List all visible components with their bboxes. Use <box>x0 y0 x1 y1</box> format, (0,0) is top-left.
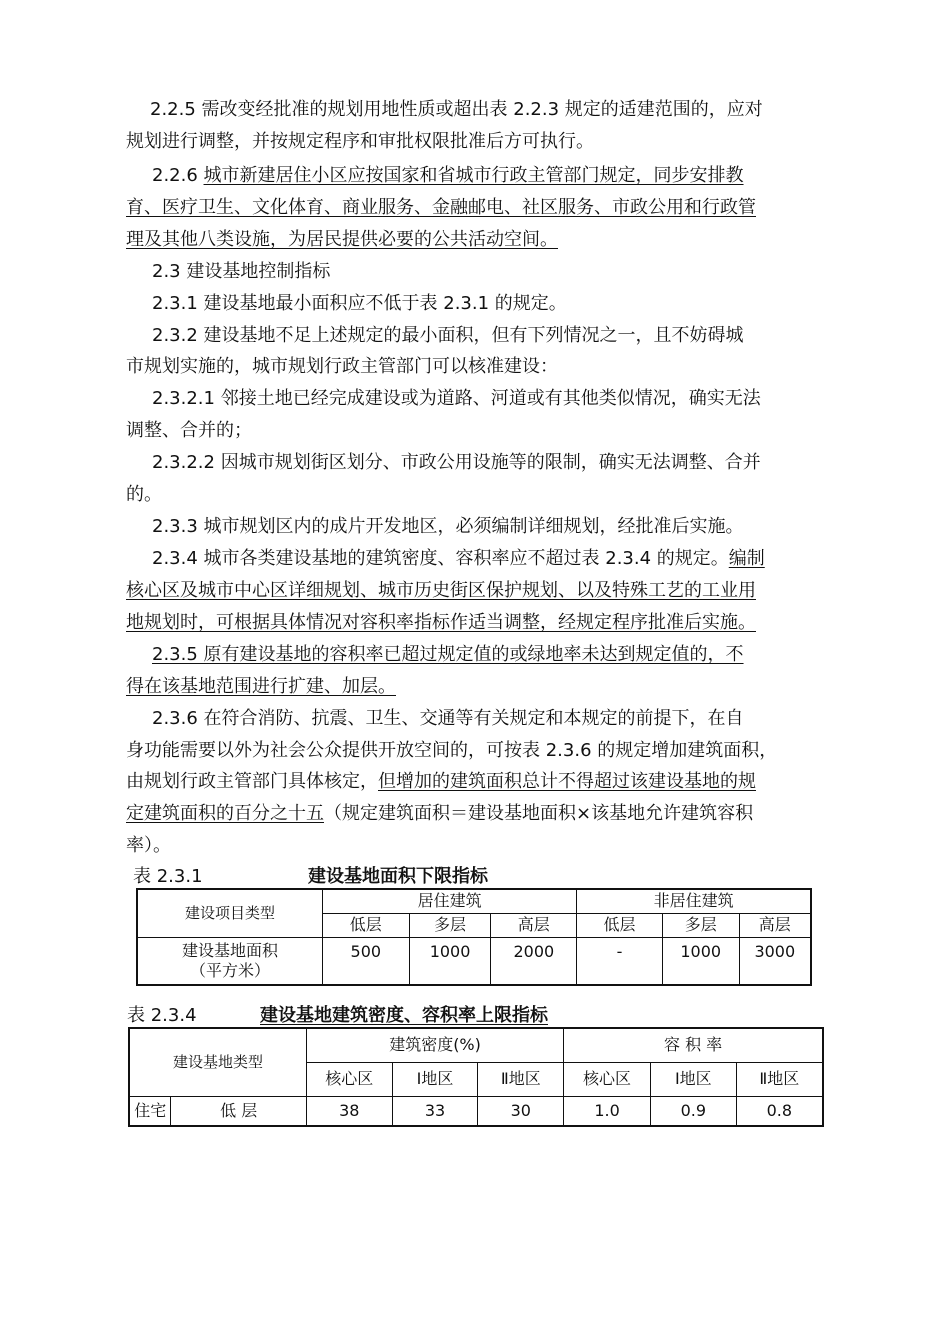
para-2-2-5-cont: 规划进行调整，并按规定程序和审批权限批准后方可执行。 <box>126 131 594 152</box>
table-cell: 0.9 <box>650 1096 736 1126</box>
para-2-3-4-cont: 核心区及城市中心区详细规划、城市历史街区保护规划、以及特殊工艺的工业用 <box>126 580 756 601</box>
table-cell: 30 <box>478 1096 564 1126</box>
table-cell: 38 <box>306 1096 392 1126</box>
table-cell: 1.0 <box>564 1096 651 1126</box>
underlined-text: 城市新建居住小区应按国家和省城市行政主管部门规定，同步安排教 <box>203 165 744 186</box>
row-subtype-low-rise: 低 层 <box>171 1096 307 1126</box>
para-2-2-6-cont: 理及其他八类设施，为居民提供必要的公共活动空间。 <box>126 229 558 250</box>
table-cell: 33 <box>392 1096 478 1126</box>
para-2-3-2: 2.3.2 建设基地不足上述规定的最小面积，但有下列情况之一，且不妨碍城 <box>152 325 744 346</box>
underlined-text: 定建筑面积的百分之十五 <box>126 803 324 824</box>
para-2-3-1: 2.3.1 建设基地最小面积应不低于表 2.3.1 的规定。 <box>152 293 567 314</box>
header-floor-area-ratio: 容 积 率 <box>564 1028 823 1062</box>
subheader-cell: 核心区 <box>564 1062 651 1096</box>
para-2-3-6-cont: 身功能需要以外为社会公众提供开放空间的，可按表 2.3.6 的规定增加建筑面积， <box>126 740 778 761</box>
table-cell: - <box>577 937 663 985</box>
subheader-cell: 多层 <box>662 913 739 937</box>
para-2-3-6-cont: 率）。 <box>126 835 171 856</box>
subheader-cell: Ⅱ地区 <box>736 1062 823 1096</box>
para-2-3-4-cont: 地规划时，可根据具体情况对容积率指标作适当调整，经规定程序批准后实施。 <box>126 612 756 633</box>
para-2-2-6-cont: 育、医疗卫生、文化体育、商业服务、金融邮电、社区服务、市政公用和行政管 <box>126 197 756 218</box>
para-2-3-2-cont: 市规划实施的，城市规划行政主管部门可以核准建设： <box>126 356 558 377</box>
clause-number: 2.2.6 <box>152 165 204 186</box>
header-project-type: 建设项目类型 <box>137 889 322 937</box>
plain-text: 由规划行政主管部门具体核定， <box>126 771 378 792</box>
para-2-3-2-2: 2.3.2.2 因城市规划街区划分、市政公用设施等的限制，确实无法调整、合并 <box>152 452 761 473</box>
subheader-cell: 低层 <box>322 913 409 937</box>
table-cell: 500 <box>322 937 409 985</box>
subheader-cell: Ⅰ地区 <box>392 1062 478 1096</box>
para-2-3-2-2-cont: 的。 <box>126 484 162 505</box>
subheader-cell: Ⅰ地区 <box>650 1062 736 1096</box>
table-2-3-1-title <box>308 866 488 888</box>
section-heading-2-3: 2.3 建设基地控制指标 <box>152 261 331 282</box>
plain-text: （规定建筑面积＝建设基地面积×该基地允许建筑容积 <box>324 803 754 824</box>
underlined-text: 但增加的建筑面积总计不得超过该建设基地的规 <box>378 771 756 792</box>
para-2-3-2-1: 2.3.2.1 邻接土地已经完成建设或为道路、河道或有其他类似情况，确实无法 <box>152 388 761 409</box>
table-cell: 1000 <box>409 937 491 985</box>
para-2-3-6-cont <box>126 771 756 793</box>
para-2-3-5: 2.3.5 原有建设基地的容积率已超过规定值的或绿地率未达到规定值的，不 <box>152 644 744 665</box>
para-2-3-3: 2.3.3 城市规划区内的成片开发地区，必须编制详细规划，经批准后实施。 <box>152 516 744 537</box>
para-2-2-6 <box>152 165 744 187</box>
subheader-cell: 多层 <box>409 913 491 937</box>
para-2-3-2-1-cont: 调整、合并的； <box>126 420 252 441</box>
header-site-type: 建设基地类型 <box>129 1028 306 1096</box>
subheader-cell: Ⅱ地区 <box>478 1062 564 1096</box>
para-2-3-4 <box>152 548 765 570</box>
subheader-cell: 高层 <box>491 913 577 937</box>
table-2-3-1 <box>136 888 812 986</box>
table-cell: 1000 <box>662 937 739 985</box>
row-category-residential: 住宅 <box>129 1096 171 1126</box>
para-2-3-5-cont: 得在该基地范围进行扩建、加层。 <box>126 676 396 697</box>
table-title-text: 建设基地面积下限指标 <box>308 866 488 887</box>
table-cell: 0.8 <box>736 1096 823 1126</box>
table-2-3-1-number: 表 2.3.1 <box>133 866 203 887</box>
header-residential: 居住建筑 <box>322 889 576 913</box>
row-label-area: 建设基地面积（平方米） <box>137 937 322 985</box>
underlined-text: 编制 <box>728 548 765 569</box>
table-2-3-4 <box>128 1027 824 1127</box>
para-2-3-6-cont <box>126 803 753 825</box>
table-title-text: 建设基地建筑密度、容积率上限指标 <box>260 1005 548 1026</box>
para-2-2-5: 2.2.5 需改变经批准的规划用地性质或超出表 2.2.3 规定的适建范围的，应对 <box>150 99 763 120</box>
table-cell: 2000 <box>491 937 577 985</box>
para-2-3-6: 2.3.6 在符合消防、抗震、卫生、交通等有关规定和本规定的前提下，在自 <box>152 708 744 729</box>
header-building-density: 建筑密度(%) <box>306 1028 563 1062</box>
subheader-cell: 低层 <box>577 913 663 937</box>
table-2-3-4-title <box>260 1005 548 1027</box>
subheader-cell: 核心区 <box>306 1062 392 1096</box>
table-2-3-4-number: 表 2.3.4 <box>127 1005 197 1026</box>
subheader-cell: 高层 <box>739 913 811 937</box>
plain-text: 2.3.4 城市各类建设基地的建筑密度、容积率应不超过表 2.3.4 的规定。 <box>152 548 729 569</box>
header-non-residential: 非居住建筑 <box>577 889 811 913</box>
table-cell: 3000 <box>739 937 811 985</box>
